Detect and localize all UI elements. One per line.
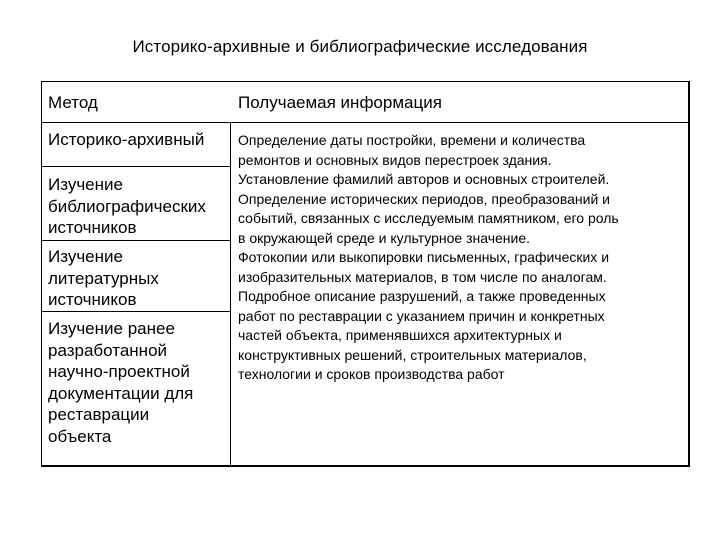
info-line: событий, связанных с исследуемым памятником, его роль: [238, 210, 619, 226]
info-cell: [238, 131, 678, 385]
header-method: Метод: [48, 93, 98, 112]
research-methods-table: [41, 81, 690, 467]
info-line: Установление фамилий авторов и основных строителей.: [238, 171, 610, 187]
info-line: в окружающей среде и культурное значение.: [238, 229, 531, 246]
info-line: изобразительных материалов, в том числе по аналогам.: [238, 268, 607, 285]
info-line: Определение даты постройки, времени и количества: [238, 132, 586, 148]
column-divider: [230, 123, 231, 466]
info-line: Фотокопии или выкопировки письменных, графических и: [238, 249, 610, 265]
method-cell: Историко-архивный: [48, 130, 205, 149]
row-divider: [42, 166, 230, 167]
page-title: Историко-архивные и библиографические исследования: [132, 37, 588, 56]
info-line: работ по реставрации с указанием причин и конкретных: [238, 307, 605, 324]
info-line: частей объекта, применявшихся архитектурных и: [238, 327, 562, 343]
method-cell: Изучение ранее разработанной научно-проектной документации для реставрации объекта: [48, 319, 194, 446]
info-line: конструктивных решений, строительных материалов,: [238, 346, 587, 363]
row-divider: [42, 311, 230, 312]
info-line: Подробное описание разрушений, а также проведенных: [238, 288, 606, 304]
header-divider: [42, 122, 689, 123]
info-line: Определение исторических периодов, преобразований и: [238, 190, 610, 207]
row-divider: [42, 240, 230, 241]
method-cell: Изучение библиографических источников: [48, 175, 206, 237]
info-line: ремонтов и основных видов перестроек здания.: [238, 151, 552, 168]
header-info: Получаемая информация: [238, 93, 442, 112]
info-line: технологии и сроков производства работ: [238, 366, 505, 382]
method-cell: Изучение литературных источников: [48, 247, 159, 309]
